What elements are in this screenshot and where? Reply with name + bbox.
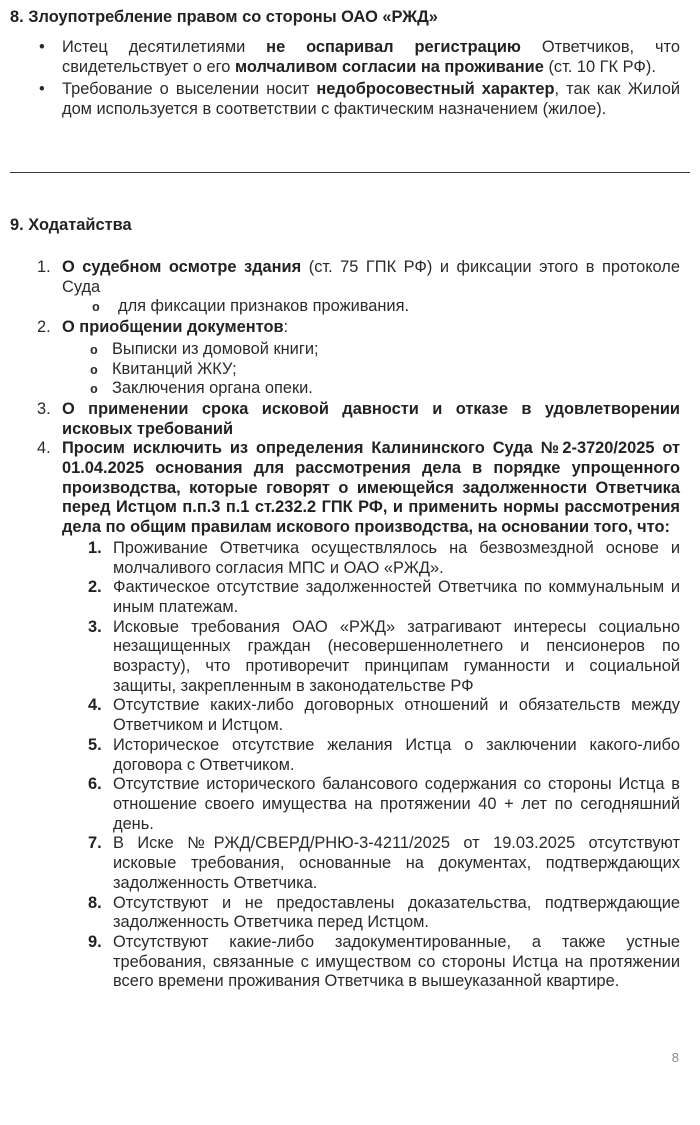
ground-number: 5.: [88, 735, 102, 754]
motion-item: [0, 400, 700, 439]
motion-text: [0, 439, 700, 538]
sub-bullet-marker: o: [90, 342, 98, 358]
motion-text: [0, 318, 700, 338]
motion-text-regular: (ст. 75 ГПК РФ) и фиксации этого в протоколе Суда: [62, 258, 680, 296]
ground-item: [0, 894, 700, 933]
motions-list: [0, 258, 700, 993]
ground-number: 8.: [88, 893, 102, 912]
sub-bullet-text: Заключения органа опеки.: [112, 379, 313, 398]
ground-text: Отсутствие исторического балансового содержания со стороны Истца в отношение своего имущества на протяжении 40 + лет по сегодняшний день.: [113, 775, 680, 833]
bullet-text: Требование о выселении носит: [62, 80, 317, 99]
ground-number: 7.: [88, 834, 102, 853]
sub-bullet-item: [0, 340, 700, 360]
motion-text: [0, 400, 700, 439]
bullet-item: [0, 38, 700, 77]
motion-text-bold: О применении срока исковой давности и отказе в удовлетворении исковых требований: [62, 399, 680, 438]
sub-bullet-marker: o: [90, 362, 98, 378]
ground-text: Историческое отсутствие желания Истца о заключении какого-либо договора с Ответчиком.: [113, 735, 680, 774]
motion-number: 3.: [37, 399, 51, 418]
motion-text-regular: :: [283, 318, 289, 337]
section-8-heading: 8. Злоупотребление правом со стороны ОАО «РЖД»: [10, 8, 438, 26]
motion-item: [0, 439, 700, 992]
sub-bullet-text: для фиксации признаков проживания.: [118, 297, 409, 316]
sub-bullet-text: Квитанций ЖКУ;: [112, 359, 237, 378]
section-8-bullet-list: [0, 38, 700, 123]
ground-item: [0, 578, 700, 617]
ground-text: В Иске №РЖД/СВЕРД/РНЮ-3-4211/2025 от 19.03.2025 отсутствуют исковые требования, основанные на документах, подтверждающих задолженность Ответчика.: [113, 834, 680, 892]
ground-text: Отсутствуют какие-либо задокументированные, а также устные требования, связанные с имуществом со стороны Истца на протяжении всего времени проживания Ответчика в вышеуказанной квартире.: [113, 932, 680, 991]
bullet-text: (ст. 10 ГК РФ).: [543, 57, 656, 76]
sub-bullet-item: [0, 297, 700, 317]
bullet-text-bold: недобросовестный характер: [316, 80, 555, 99]
bullet-text-bold: не оспаривал регистрацию: [266, 38, 521, 56]
sub-bullet-text: Выписки из домовой книги;: [112, 339, 319, 358]
motion-number: 1.: [37, 258, 51, 276]
ground-item: [0, 933, 700, 992]
ground-number: 2.: [88, 578, 102, 597]
ground-number: 6.: [88, 775, 102, 794]
ground-number: 9.: [88, 932, 102, 951]
bullet-item: [0, 80, 700, 119]
ground-item: [0, 834, 700, 893]
bullet-marker: •: [39, 38, 45, 56]
ground-text: Фактическое отсутствие задолженностей Ответчика по коммунальным и иным платежам.: [113, 578, 680, 616]
ground-text: Исковые требования ОАО «РЖД» затрагивают интересы социально незащищенных граждан (несовершеннолетнего и пенсионеров по возрасту), что противоречит принципам гуманности и социальной защиты, закрепленным в законодательстве РФ: [113, 617, 680, 695]
bullet-text: Истец десятилетиями: [62, 38, 267, 56]
bullet-text: , так как Жилой дом используется в соответствии с фактическим назначением (жилое).: [62, 80, 681, 119]
motion-number: 2.: [37, 318, 51, 337]
ground-number: 3.: [88, 617, 102, 636]
bullet-text-bold: молчаливом согласии на проживание: [234, 57, 544, 76]
ground-item: [0, 696, 700, 735]
ground-number: 4.: [88, 696, 102, 715]
ground-text: Проживание Ответчика осуществлялось на безвозмездной основе и молчаливого согласия МПС и ОАО «РЖД».: [113, 538, 680, 577]
bullet-marker: •: [39, 80, 45, 99]
ground-text: Отсутствие каких-либо договорных отношений и обязательств между Ответчиком и Истцом.: [113, 696, 680, 735]
motion-text: [0, 258, 700, 297]
ground-item: [0, 618, 700, 697]
motion-item: [0, 258, 700, 317]
horizontal-divider: [10, 172, 690, 173]
ground-item: [0, 736, 700, 775]
motion-number: 4.: [37, 439, 51, 458]
motion-text-bold: Просим исключить из определения Калининского Суда №2-3720/2025 от 01.04.2025 основания для рассмотрения дела в порядке упрощенного производства, которые говорят о имеющейся задолженности Ответчика перед Истцом п.п.3 п.1 ст.232.2 ГПК РФ, и применить нормы рассмотрения дела по общим правилам искового производства, на основании того, что:: [62, 439, 680, 537]
sub-bullet-marker: o: [92, 300, 100, 316]
page-number: 8: [671, 1050, 679, 1065]
document-list: [0, 340, 700, 399]
motion-text-bold: О приобщении документов: [62, 318, 284, 337]
ground-text: Отсутствуют и не предоставлены доказательства, подтверждающие задолженность Ответчика перед Истцом.: [113, 893, 680, 932]
motion-text-bold: О судебном осмотре здания: [62, 258, 302, 276]
ground-number: 1.: [88, 538, 102, 557]
sub-bullet-marker: o: [90, 382, 98, 398]
bullet-text: Ответчиков, что свидетельствует о его: [62, 38, 681, 76]
ground-item: [0, 539, 700, 578]
sub-bullet-item: [0, 360, 700, 380]
motion-item: [0, 318, 700, 399]
ground-item: [0, 775, 700, 834]
section-9-heading: 9. Ходатайства: [10, 216, 132, 234]
sub-bullet-item: [0, 379, 700, 399]
grounds-list: [0, 539, 700, 992]
